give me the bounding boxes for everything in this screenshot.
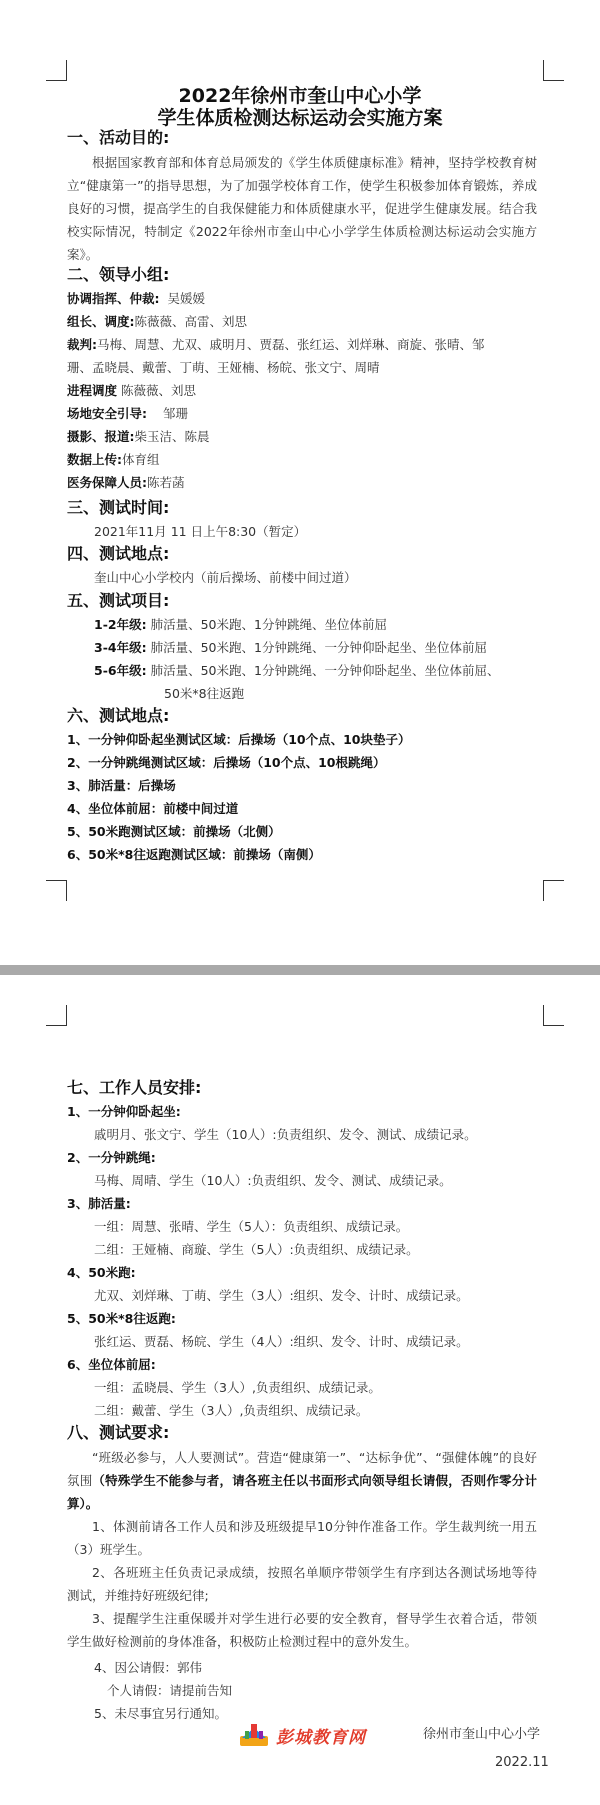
leader-row: 摄影、报道:柴玉洁、陈晨 xyxy=(67,429,210,444)
staff-line: 张红运、贾磊、杨皖、学生（4人）:组织、发令、计时、成绩记录。 xyxy=(94,1334,469,1349)
leader-row: 珊、孟晓晨、戴蕾、丁萌、王娅楠、杨皖、张文宁、周晴 xyxy=(67,360,380,375)
requirement-5: 5、未尽事宜另行通知。 xyxy=(94,1706,227,1721)
venue-item: 4、坐位体前屈：前楼中间过道 xyxy=(67,801,239,816)
staff-line: 戚明月、张文宁、学生（10人）:负责组织、发令、测试、成绩记录。 xyxy=(94,1127,477,1142)
grade-item: 50米*8往返跑 xyxy=(164,686,245,701)
book-logo-icon xyxy=(238,1722,270,1748)
section-8-heading: 八、测试要求: xyxy=(67,1423,170,1442)
staff-group-title: 4、50米跑: xyxy=(67,1265,136,1280)
staff-line: 二组：王娅楠、商璇、学生（5人）:负责组织、成绩记录。 xyxy=(94,1242,419,1257)
footer-date: 2022.11 xyxy=(495,1755,549,1770)
test-time: 2021年11月 11 日上午8:30（暂定） xyxy=(94,524,307,539)
leader-row: 裁判:马梅、周慧、尤双、戚明月、贾磊、张红运、刘烊琳、商旋、张晴、邹 xyxy=(67,337,485,352)
venue-item: 2、一分钟跳绳测试区域：后操场（10个点、10根跳绳） xyxy=(67,755,386,770)
section-1-heading: 一、活动目的: xyxy=(67,128,170,147)
staff-line: 马梅、周晴、学生（10人）:负责组织、发令、测试、成绩记录。 xyxy=(94,1173,452,1188)
logo-text: 彭城教育网 xyxy=(276,1727,366,1748)
grade-item: 5-6年级: 肺活量、50米跑、1分钟跳绳、一分钟仰卧起坐、坐位体前屈、 xyxy=(94,663,500,678)
staff-group-title: 1、一分钟仰卧起坐: xyxy=(67,1104,181,1119)
staff-group-title: 6、坐位体前屈: xyxy=(67,1357,156,1372)
staff-group-title: 2、一分钟跳绳: xyxy=(67,1150,156,1165)
crop-mark xyxy=(543,880,564,901)
venue-item: 3、肺活量：后操场 xyxy=(67,778,176,793)
section-6-heading: 六、测试地点: xyxy=(67,706,170,725)
venue-item: 5、50米跑测试区域：前操场（北侧） xyxy=(67,824,281,839)
crop-mark xyxy=(543,60,564,81)
leader-row: 组长、调度:陈薇薇、高雷、刘思 xyxy=(67,314,248,329)
doc-title-line2: 学生体质检测达标运动会实施方案 xyxy=(157,107,443,129)
requirement-1: 1、体测前请各工作人员和涉及班级提早10分钟作准备工作。学生裁判统一用五（3）班学生。 xyxy=(67,1519,537,1557)
leader-row: 场地安全引导: 邹珊 xyxy=(67,406,189,421)
requirements-intro: “班级必参与，人人要测试”。营造“健康第一”、“达标争优”、“强健体魄”的良好氛围（特殊学生不能参与者，请各班主任以书面形式向领导组长请假，否则作零分计算）。 xyxy=(67,1450,537,1511)
requirement-4b: 个人请假：请提前告知 xyxy=(107,1683,233,1698)
crop-mark xyxy=(46,1005,67,1026)
test-location: 奎山中心小学校内（前后操场、前楼中间过道） xyxy=(94,570,357,585)
staff-line: 尤双、刘烊琳、丁萌、学生（3人）:组织、发令、计时、成绩记录。 xyxy=(94,1288,469,1303)
staff-group-title: 3、肺活量: xyxy=(67,1196,131,1211)
page-separator xyxy=(0,965,600,975)
requirement-4: 4、因公请假：郭伟 xyxy=(94,1660,202,1675)
leader-row: 医务保障人员:陈若菡 xyxy=(67,475,185,490)
requirement-2: 2、各班班主任负责记录成绩，按照名单顺序带领学生有序到达各测试场地等待测试，并维持好班级纪律; xyxy=(67,1565,537,1603)
pengcheng-logo xyxy=(238,1722,366,1748)
grade-item: 3-4年级: 肺活量、50米跑、1分钟跳绳、一分钟仰卧起坐、坐位体前屈 xyxy=(94,640,487,655)
staff-group-title: 5、50米*8往返跑: xyxy=(67,1311,176,1326)
staff-line: 二组：戴蕾、学生（3人）,负责组织、成绩记录。 xyxy=(94,1403,369,1418)
doc-title-line1: 2022年徐州市奎山中心小学 xyxy=(178,85,422,107)
section-1-body: 根据国家教育部和体育总局颁发的《学生体质健康标准》精神，坚持学校教育树立“健康第一”的指导思想，为了加强学校体育工作，使学生积极参加体育锻炼，养成良好的习惯，提高学生的自我保健能力和体质健康水平，促进学生健康发展。结合我校实际情况，特制定《2022年徐州市奎山中心小学学生体质检测达标运动会实施方案》。 xyxy=(67,155,537,262)
venue-item: 6、50米*8往返跑测试区域：前操场（南侧） xyxy=(67,847,321,862)
staff-line: 一组：孟晓晨、学生（3人）,负责组织、成绩记录。 xyxy=(94,1380,381,1395)
footer-org: 徐州市奎山中心小学 xyxy=(423,1727,541,1742)
crop-mark xyxy=(46,60,67,81)
staff-line: 一组：周慧、张晴、学生（5人）：负责组织、成绩记录。 xyxy=(94,1219,409,1234)
requirement-3: 3、提醒学生注重保暖并对学生进行必要的安全教育，督导学生衣着合适，带领学生做好检测前的身体准备，积极防止检测过程中的意外发生。 xyxy=(67,1611,537,1649)
crop-mark xyxy=(543,1005,564,1026)
section-7-heading: 七、工作人员安排: xyxy=(67,1078,202,1097)
leader-row: 协调指挥、仲裁: 吴媛媛 xyxy=(67,291,206,306)
leader-row: 进程调度 陈薇薇、刘思 xyxy=(67,383,197,398)
venue-item: 1、一分钟仰卧起坐测试区域：后操场（10个点、10块垫子） xyxy=(67,732,411,747)
section-2-heading: 二、领导小组: xyxy=(67,265,170,284)
section-4-heading: 四、测试地点: xyxy=(67,544,170,563)
leader-row: 数据上传:体育组 xyxy=(67,452,160,467)
section-5-heading: 五、测试项目: xyxy=(67,591,170,610)
crop-mark xyxy=(46,880,67,901)
section-3-heading: 三、测试时间: xyxy=(67,498,170,517)
grade-item: 1-2年级: 肺活量、50米跑、1分钟跳绳、坐位体前屈 xyxy=(94,617,387,632)
